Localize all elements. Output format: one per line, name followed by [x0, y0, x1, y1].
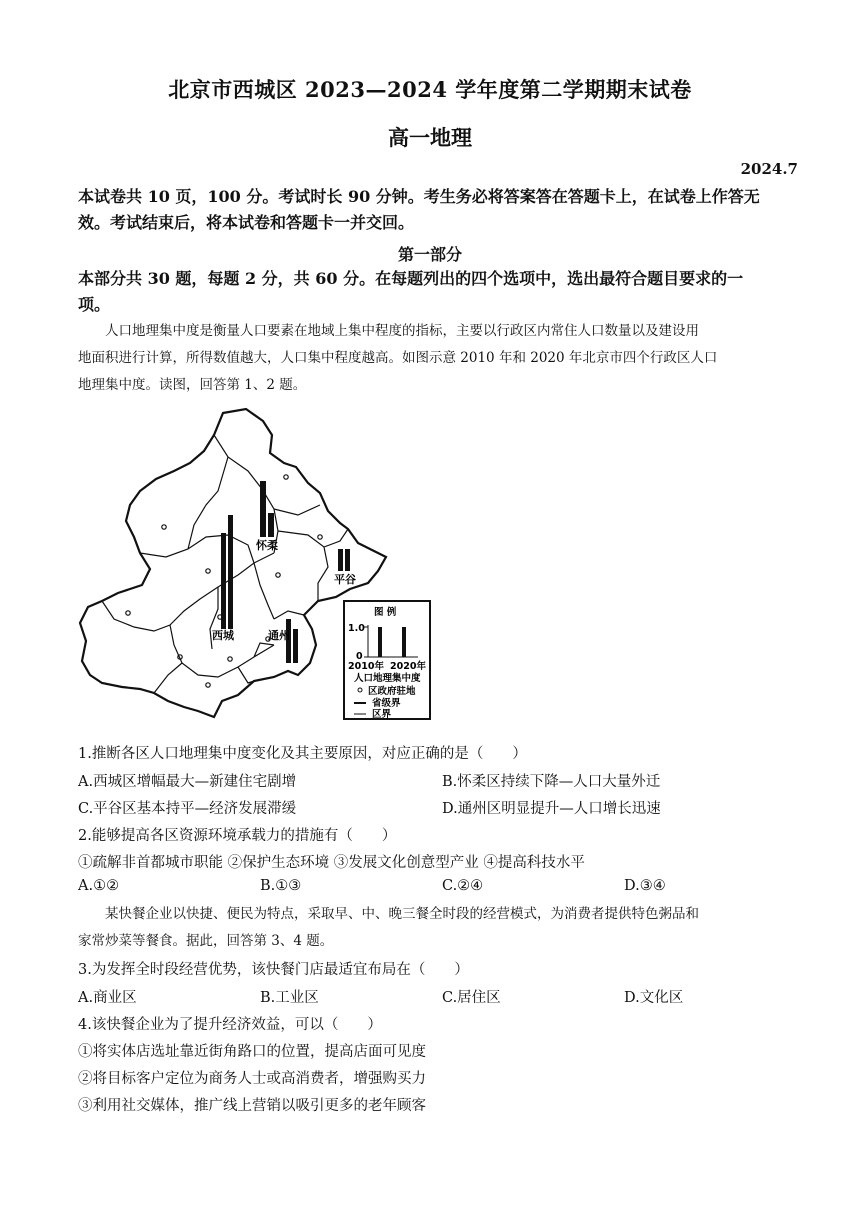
legend-province: 省级界: [372, 698, 401, 709]
beijing-district-map: [78, 405, 438, 725]
legend-seat: 区政府驻地: [368, 686, 416, 697]
bar-tongzhou-2020: [293, 629, 298, 663]
legend-y-min: 0: [356, 651, 363, 662]
passage1-line-3: 地理集中度。读图，回答第 1、2 题。: [78, 377, 307, 393]
label-pinggu: 平谷: [334, 573, 356, 586]
q3-stem: 3.为发挥全时段经营优势，该快餐门店最适宜布局在（ ）: [78, 962, 469, 978]
q4-item-3: ③利用社交媒体，推广线上营销以吸引更多的老年顾客: [78, 1098, 426, 1114]
bar-xicheng-2020: [228, 515, 233, 629]
passage1-line-1: 人口地理集中度是衡量人口要素在地域上集中程度的指标，主要以行政区内常住人口数量以及建设用: [105, 323, 699, 339]
passage2-line-2: 家常炒菜等餐食。据此，回答第 3、4 题。: [78, 933, 334, 949]
q3-option-c: C.居住区: [442, 990, 501, 1006]
legend-measure: 人口地理集中度: [354, 673, 421, 684]
passage1-line-2: 地面积进行计算，所得数值越大，人口集中程度越高。如图示意 2010 年和 2020 年北京市四个行政区人口: [78, 350, 718, 366]
map-svg: [78, 405, 438, 725]
exam-subject: 高一地理: [388, 125, 472, 150]
q2-items: ①疏解非首都城市职能 ②保护生态环境 ③发展文化创意型产业 ④提高科技水平: [78, 855, 585, 871]
legend-title: 图 例: [374, 607, 397, 618]
map-legend: [344, 601, 430, 720]
bar-pinggu-2020: [345, 549, 350, 571]
intro-line-2: 效。考试结束后，将本试卷和答题卡一并交回。: [78, 213, 415, 232]
legend-year-2010: 2010年: [348, 661, 384, 672]
q2-option-a: A.①②: [78, 878, 120, 894]
exam-title: 北京市西城区 2023—2024 学年度第二学期期末试卷: [168, 77, 692, 102]
exam-date: 2024.7: [740, 160, 798, 178]
section-desc-line-2: 项。: [78, 295, 111, 314]
legend-y-max: 1.0: [348, 623, 365, 634]
q2-option-c: C.②④: [442, 878, 484, 894]
legend-district: 区界: [372, 709, 392, 720]
label-huairou: 怀柔: [256, 539, 278, 552]
label-xicheng: 西城: [212, 629, 234, 642]
bar-pinggu-2010: [338, 549, 343, 571]
q3-option-d: D.文化区: [624, 990, 684, 1006]
intro-line-1: 本试卷共 10 页，100 分。考试时长 90 分钟。考生务必将答案答在答题卡上，在试卷上作答无: [78, 187, 760, 206]
q1-option-b: B.怀柔区持续下降—人口大量外迁: [442, 774, 661, 790]
bar-huairou-2010: [260, 481, 266, 537]
q1-option-d: D.通州区明显提升—人口增长迅速: [442, 801, 661, 817]
legend-year-2020: 2020年: [390, 661, 426, 672]
section-title: 第一部分: [397, 245, 462, 264]
bar-huairou-2020: [268, 513, 274, 537]
q4-stem: 4.该快餐企业为了提升经济效益，可以（ ）: [78, 1017, 382, 1033]
q1-stem: 1.推断各区人口地理集中度变化及其主要原因，对应正确的是（ ）: [78, 746, 527, 762]
q2-stem: 2.能够提高各区资源环境承载力的措施有（ ）: [78, 828, 397, 844]
q2-option-d: D.③④: [624, 878, 666, 894]
q3-option-a: A.商业区: [78, 990, 137, 1006]
q1-option-c: C.平谷区基本持平—经济发展滞缓: [78, 801, 297, 817]
q4-item-2: ②将目标客户定位为商务人士或高消费者，增强购买力: [78, 1071, 426, 1087]
legend-bar-2010: [378, 627, 382, 657]
q2-option-b: B.①③: [260, 878, 302, 894]
bar-xicheng-2010: [221, 533, 226, 629]
q4-item-1: ①将实体店选址靠近街角路口的位置，提高店面可见度: [78, 1044, 426, 1060]
q1-option-a: A.西城区增幅最大—新建住宅剧增: [78, 774, 297, 790]
legend-bar-2020: [402, 627, 406, 657]
section-desc-line-1: 本部分共 30 题，每题 2 分，共 60 分。在每题列出的四个选项中，选出最符合题目要求的一: [78, 269, 744, 288]
passage2-line-1: 某快餐企业以快捷、便民为特点，采取早、中、晚三餐全时段的经营模式，为消费者提供特色粥品和: [105, 906, 699, 922]
label-tongzhou: 通州: [268, 629, 290, 642]
q3-option-b: B.工业区: [260, 990, 319, 1006]
